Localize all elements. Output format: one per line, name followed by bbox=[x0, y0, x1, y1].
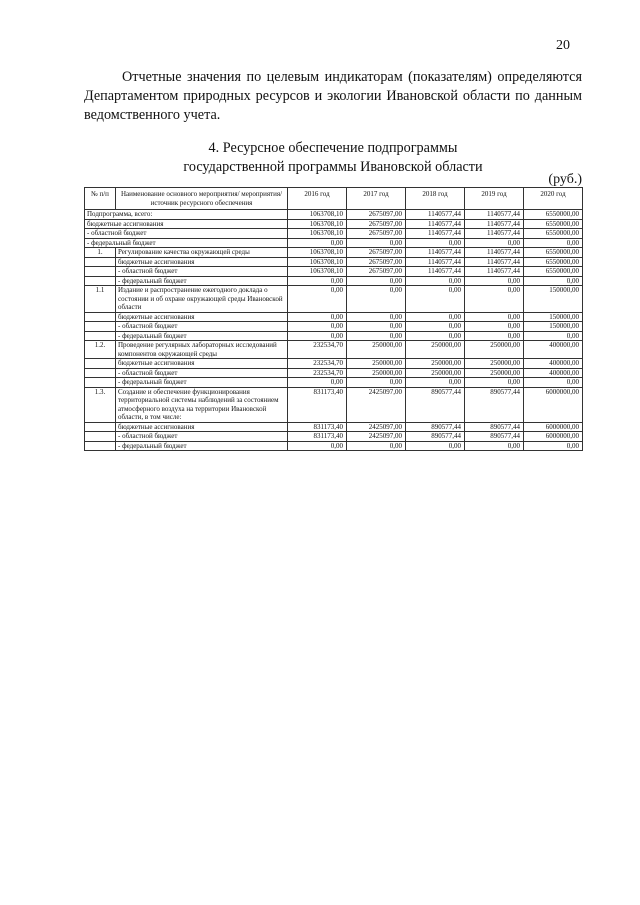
row-number: 1. bbox=[85, 248, 116, 258]
row-name: бюджетные ассигнования bbox=[116, 312, 288, 322]
value-cell: 831173,40 bbox=[288, 422, 347, 432]
value-cell: 0,00 bbox=[406, 378, 465, 388]
value-cell: 232534,70 bbox=[288, 341, 347, 359]
value-cell: 1063708,10 bbox=[288, 257, 347, 267]
column-header: Наименование основного мероприятия/ мероприятия/источник ресурсного обеспечения bbox=[116, 188, 288, 210]
value-cell: 890577,44 bbox=[465, 422, 524, 432]
row-number: 1.2. bbox=[85, 341, 116, 359]
row-number bbox=[85, 322, 116, 332]
value-cell: 0,00 bbox=[465, 331, 524, 341]
row-number bbox=[85, 312, 116, 322]
value-cell: 1140577,44 bbox=[465, 210, 524, 220]
row-name: - областной бюджет bbox=[116, 432, 288, 442]
value-cell: 1063708,10 bbox=[288, 267, 347, 277]
value-cell: 0,00 bbox=[465, 276, 524, 286]
value-cell: 0,00 bbox=[288, 331, 347, 341]
value-cell: 0,00 bbox=[524, 276, 583, 286]
value-cell: 0,00 bbox=[288, 312, 347, 322]
value-cell: 250000,00 bbox=[465, 341, 524, 359]
table-row bbox=[85, 210, 583, 220]
column-header: 2020 год bbox=[524, 188, 583, 210]
table-row bbox=[85, 422, 583, 432]
value-cell: 400000,00 bbox=[524, 368, 583, 378]
value-cell: 1140577,44 bbox=[465, 248, 524, 258]
value-cell: 2425097,00 bbox=[347, 422, 406, 432]
value-cell: 0,00 bbox=[406, 331, 465, 341]
value-cell: 1140577,44 bbox=[465, 229, 524, 239]
table-row bbox=[85, 322, 583, 332]
value-cell: 250000,00 bbox=[347, 359, 406, 369]
value-cell: 0,00 bbox=[465, 322, 524, 332]
value-cell: 1140577,44 bbox=[406, 267, 465, 277]
value-cell: 0,00 bbox=[347, 441, 406, 451]
value-cell: 150000,00 bbox=[524, 322, 583, 332]
value-cell: 0,00 bbox=[406, 441, 465, 451]
value-cell: 2675097,00 bbox=[347, 248, 406, 258]
value-cell: 1063708,10 bbox=[288, 210, 347, 220]
value-cell: 0,00 bbox=[524, 331, 583, 341]
value-cell: 0,00 bbox=[288, 441, 347, 451]
intro-paragraph bbox=[84, 68, 582, 125]
value-cell: 1063708,10 bbox=[288, 229, 347, 239]
row-name: - федеральный бюджет bbox=[116, 378, 288, 388]
value-cell: 0,00 bbox=[347, 276, 406, 286]
table-body bbox=[85, 210, 583, 451]
section-title-line2: государственной программы Ивановской области bbox=[183, 159, 483, 175]
row-name: - областной бюджет bbox=[116, 322, 288, 332]
row-number bbox=[85, 331, 116, 341]
value-cell: 400000,00 bbox=[524, 359, 583, 369]
value-cell: 0,00 bbox=[465, 441, 524, 451]
row-number bbox=[85, 276, 116, 286]
page-number: 20 bbox=[556, 38, 570, 53]
table-row bbox=[85, 219, 583, 229]
table-row bbox=[85, 257, 583, 267]
table-row bbox=[85, 248, 583, 258]
value-cell: 232534,70 bbox=[288, 359, 347, 369]
value-cell: 1140577,44 bbox=[406, 257, 465, 267]
value-cell: 890577,44 bbox=[406, 432, 465, 442]
value-cell: 6550000,00 bbox=[524, 257, 583, 267]
value-cell: 0,00 bbox=[465, 378, 524, 388]
table-row bbox=[85, 238, 583, 248]
table-row bbox=[85, 368, 583, 378]
value-cell: 0,00 bbox=[347, 331, 406, 341]
value-cell: 0,00 bbox=[406, 276, 465, 286]
table-header-row bbox=[85, 188, 583, 210]
value-cell: 1140577,44 bbox=[406, 219, 465, 229]
value-cell: 831173,40 bbox=[288, 432, 347, 442]
table-row bbox=[85, 276, 583, 286]
value-cell: 6550000,00 bbox=[524, 210, 583, 220]
row-number: 1.1 bbox=[85, 286, 116, 313]
value-cell: 0,00 bbox=[347, 312, 406, 322]
value-cell: 0,00 bbox=[288, 238, 347, 248]
value-cell: 232534,70 bbox=[288, 368, 347, 378]
table-row bbox=[85, 286, 583, 313]
value-cell: 0,00 bbox=[347, 238, 406, 248]
row-name: - федеральный бюджет bbox=[116, 331, 288, 341]
value-cell: 0,00 bbox=[524, 441, 583, 451]
value-cell: 0,00 bbox=[347, 378, 406, 388]
value-cell: 1063708,10 bbox=[288, 219, 347, 229]
row-name: бюджетные ассигнования bbox=[116, 359, 288, 369]
row-number: 1.3. bbox=[85, 387, 116, 422]
value-cell: 890577,44 bbox=[465, 387, 524, 422]
value-cell: 2425097,00 bbox=[347, 432, 406, 442]
value-cell: 250000,00 bbox=[465, 359, 524, 369]
row-name: - федеральный бюджет bbox=[116, 441, 288, 451]
value-cell: 890577,44 bbox=[406, 422, 465, 432]
column-header: 2019 год bbox=[465, 188, 524, 210]
value-cell: 2675097,00 bbox=[347, 267, 406, 277]
value-cell: 1140577,44 bbox=[465, 257, 524, 267]
row-name: бюджетные ассигнования bbox=[85, 219, 288, 229]
row-name: Создание и обеспечение функционирования территориальной системы наблюдений за состоянием атмосферного воздуха на территории Ивановской области, в том числе: bbox=[116, 387, 288, 422]
resource-table bbox=[84, 187, 583, 451]
value-cell: 0,00 bbox=[288, 378, 347, 388]
value-cell: 150000,00 bbox=[524, 312, 583, 322]
section-heading bbox=[84, 139, 582, 177]
value-cell: 250000,00 bbox=[465, 368, 524, 378]
value-cell: 1140577,44 bbox=[406, 248, 465, 258]
value-cell: 1140577,44 bbox=[465, 219, 524, 229]
row-name: бюджетные ассигнования bbox=[116, 257, 288, 267]
value-cell: 0,00 bbox=[465, 238, 524, 248]
row-name: бюджетные ассигнования bbox=[116, 422, 288, 432]
value-cell: 1140577,44 bbox=[406, 229, 465, 239]
row-number bbox=[85, 257, 116, 267]
table-row bbox=[85, 432, 583, 442]
value-cell: 0,00 bbox=[288, 276, 347, 286]
row-number bbox=[85, 422, 116, 432]
row-name: Регулирование качества окружающей среды bbox=[116, 248, 288, 258]
table-row bbox=[85, 359, 583, 369]
value-cell: 6550000,00 bbox=[524, 219, 583, 229]
value-cell: 0,00 bbox=[288, 322, 347, 332]
column-header: 2016 год bbox=[288, 188, 347, 210]
value-cell: 2675097,00 bbox=[347, 229, 406, 239]
value-cell: 0,00 bbox=[465, 286, 524, 313]
value-cell: 0,00 bbox=[406, 322, 465, 332]
value-cell: 0,00 bbox=[524, 378, 583, 388]
value-cell: 150000,00 bbox=[524, 286, 583, 313]
value-cell: 6550000,00 bbox=[524, 248, 583, 258]
value-cell: 250000,00 bbox=[406, 368, 465, 378]
value-cell: 890577,44 bbox=[406, 387, 465, 422]
value-cell: 0,00 bbox=[288, 286, 347, 313]
unit-label: (руб.) bbox=[548, 172, 582, 187]
value-cell: 2675097,00 bbox=[347, 257, 406, 267]
row-name: - областной бюджет bbox=[85, 229, 288, 239]
value-cell: 6550000,00 bbox=[524, 267, 583, 277]
row-number bbox=[85, 441, 116, 451]
row-number bbox=[85, 432, 116, 442]
value-cell: 831173,40 bbox=[288, 387, 347, 422]
row-name: Подпрограмма, всего: bbox=[85, 210, 288, 220]
value-cell: 400000,00 bbox=[524, 341, 583, 359]
value-cell: 2675097,00 bbox=[347, 210, 406, 220]
table-row bbox=[85, 331, 583, 341]
row-number bbox=[85, 359, 116, 369]
row-number bbox=[85, 267, 116, 277]
column-header: 2017 год bbox=[347, 188, 406, 210]
value-cell: 250000,00 bbox=[406, 359, 465, 369]
column-header: 2018 год bbox=[406, 188, 465, 210]
row-name: - федеральный бюджет bbox=[116, 276, 288, 286]
table-row bbox=[85, 441, 583, 451]
value-cell: 890577,44 bbox=[465, 432, 524, 442]
value-cell: 0,00 bbox=[347, 322, 406, 332]
value-cell: 1140577,44 bbox=[465, 267, 524, 277]
value-cell: 250000,00 bbox=[347, 368, 406, 378]
section-title-line1: 4. Ресурсное обеспечение подпрограммы bbox=[208, 140, 458, 156]
value-cell: 250000,00 bbox=[347, 341, 406, 359]
value-cell: 2675097,00 bbox=[347, 219, 406, 229]
table-row bbox=[85, 267, 583, 277]
value-cell: 6550000,00 bbox=[524, 229, 583, 239]
table-row bbox=[85, 229, 583, 239]
value-cell: 250000,00 bbox=[406, 341, 465, 359]
value-cell: 0,00 bbox=[406, 312, 465, 322]
value-cell: 1140577,44 bbox=[406, 210, 465, 220]
table-row bbox=[85, 387, 583, 422]
intro-text: Отчетные значения по целевым индикаторам (показателям) определяются Департаментом природных ресурсов и экологии Ивановской области по данным ведомственного учета. bbox=[84, 69, 582, 123]
row-name: - федеральный бюджет bbox=[85, 238, 288, 248]
row-number bbox=[85, 368, 116, 378]
row-name: - областной бюджет bbox=[116, 267, 288, 277]
value-cell: 0,00 bbox=[465, 312, 524, 322]
value-cell: 2425097,00 bbox=[347, 387, 406, 422]
value-cell: 0,00 bbox=[406, 286, 465, 313]
value-cell: 1063708,10 bbox=[288, 248, 347, 258]
table-row bbox=[85, 312, 583, 322]
table-row bbox=[85, 378, 583, 388]
value-cell: 0,00 bbox=[524, 238, 583, 248]
value-cell: 6000000,00 bbox=[524, 422, 583, 432]
value-cell: 0,00 bbox=[406, 238, 465, 248]
table-row bbox=[85, 341, 583, 359]
column-header: № п/п bbox=[85, 188, 116, 210]
row-name: - областной бюджет bbox=[116, 368, 288, 378]
row-number bbox=[85, 378, 116, 388]
row-name: Проведение регулярных лабораторных исследований компонентов окружающей среды bbox=[116, 341, 288, 359]
row-name: Издание и распространение ежегодного доклада о состоянии и об охране окружающей среды Ивановской области bbox=[116, 286, 288, 313]
value-cell: 6000000,00 bbox=[524, 387, 583, 422]
value-cell: 0,00 bbox=[347, 286, 406, 313]
value-cell: 6000000,00 bbox=[524, 432, 583, 442]
